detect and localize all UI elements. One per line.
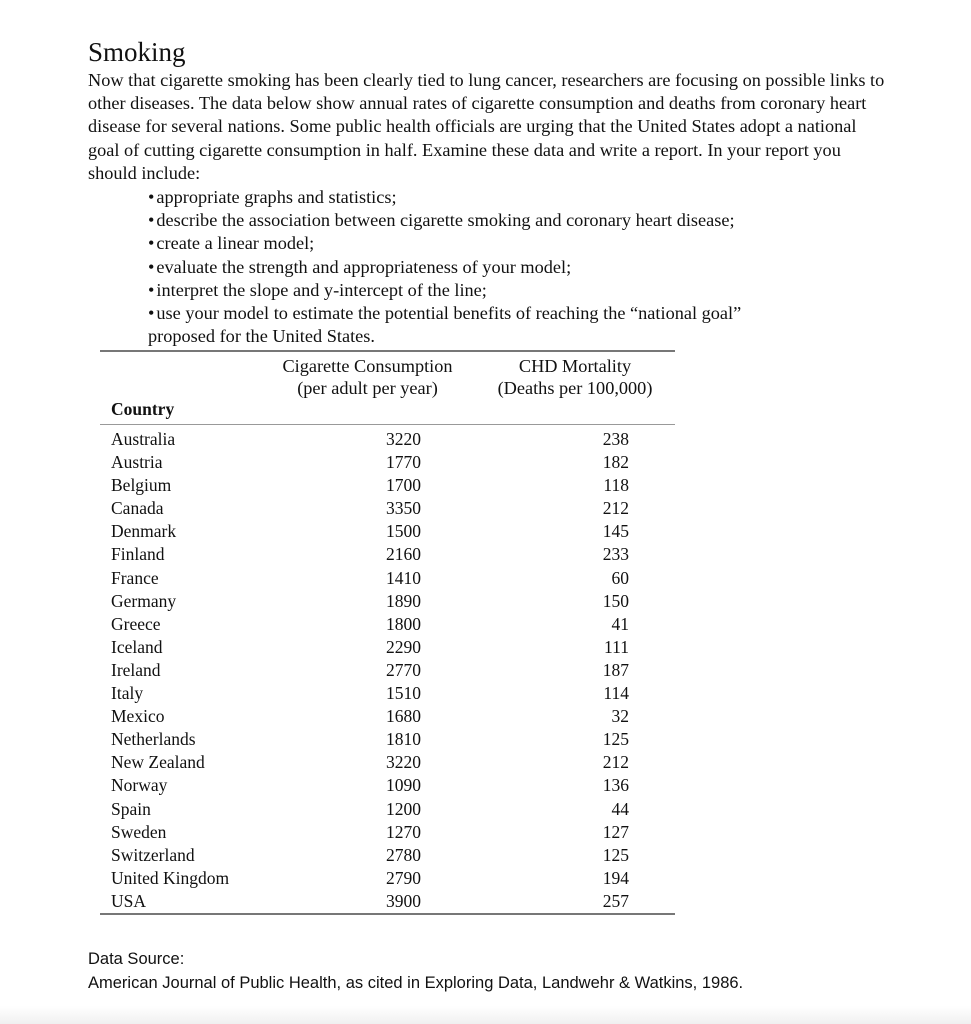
bullet: • <box>148 256 155 277</box>
spacer-cell <box>421 774 589 797</box>
cigarette-consumption-cell: 2780 <box>386 844 421 865</box>
country-cell: Italy <box>111 683 144 704</box>
source-label: Data Source: <box>88 950 185 968</box>
country-cell: United Kingdom <box>111 867 230 888</box>
table-row <box>100 520 629 543</box>
country-cell: Canada <box>111 498 164 519</box>
spacer-cell <box>421 613 589 636</box>
spacer-cell <box>421 428 589 451</box>
cigarette-consumption-cell: 1510 <box>386 683 421 704</box>
spacer-cell <box>421 590 589 613</box>
chd-mortality-cell: 125 <box>602 729 629 750</box>
requirement-item <box>148 302 741 325</box>
spacer-cell <box>421 705 589 728</box>
chd-mortality-cell: 182 <box>602 452 629 473</box>
cigarette-consumption-cell: 1410 <box>386 567 421 588</box>
country-cell: Ireland <box>111 659 161 680</box>
requirement-text: evaluate the strength and appropriateness of your model; <box>156 256 572 277</box>
spacer-cell <box>421 890 589 913</box>
data-table <box>100 428 629 913</box>
table-row <box>100 497 629 520</box>
spacer-cell <box>421 682 589 705</box>
table-row <box>100 821 629 844</box>
cigarette-consumption-cell: 2290 <box>386 636 421 657</box>
table-row <box>100 590 629 613</box>
source-text: American Journal of Public Health, as cited in Exploring Data, Landwehr & Watkins, 1986. <box>88 974 744 992</box>
table-row <box>100 659 629 682</box>
spacer-cell <box>421 543 589 566</box>
cigarette-consumption-cell: 1500 <box>386 521 421 542</box>
cigarette-consumption-cell: 1770 <box>386 452 421 473</box>
spacer-cell <box>421 659 589 682</box>
spacer-cell <box>421 451 589 474</box>
chd-mortality-cell: 187 <box>602 659 629 680</box>
requirement-item <box>148 279 741 302</box>
table-row <box>100 705 629 728</box>
table-row <box>100 844 629 867</box>
header-line: (Deaths per 100,000) <box>497 378 653 398</box>
requirement-text: create a linear model; <box>156 233 315 254</box>
country-cell: Greece <box>111 613 161 634</box>
chd-mortality-cell: 233 <box>602 544 629 565</box>
requirement-text: use your model to estimate the potential benefits of reaching the “national goal” <box>156 303 742 324</box>
bullet: • <box>148 279 155 300</box>
requirement-item <box>148 256 741 279</box>
cigarette-consumption-cell: 1700 <box>386 475 421 496</box>
cigarette-consumption-cell: 1090 <box>386 775 421 796</box>
country-cell: Sweden <box>111 821 167 842</box>
cigarette-consumption-cell: 1890 <box>386 590 421 611</box>
country-cell: Norway <box>111 775 168 796</box>
chd-mortality-cell: 238 <box>602 429 629 449</box>
cigarette-consumption-cell: 1800 <box>386 613 421 634</box>
country-cell: Denmark <box>111 521 177 542</box>
bullet: • <box>148 233 155 254</box>
page-bottom-edge <box>0 1006 971 1024</box>
chd-mortality-cell: 212 <box>602 752 629 773</box>
cigarette-consumption-cell: 1810 <box>386 729 421 750</box>
table-body <box>100 428 629 913</box>
chd-mortality-cell: 212 <box>602 498 629 519</box>
page-title: Smoking <box>88 37 186 67</box>
spacer-cell <box>421 798 589 821</box>
table-bottom-rule <box>100 913 675 915</box>
spacer-cell <box>421 636 589 659</box>
table-header-rule <box>100 424 675 425</box>
country-cell: Austria <box>111 452 163 473</box>
cigarette-consumption-cell: 1680 <box>386 706 421 727</box>
cigarette-consumption-cell: 2790 <box>386 867 421 888</box>
cigarette-column-header <box>265 355 470 399</box>
header-line: (per adult per year) <box>297 378 438 398</box>
table-row <box>100 867 629 890</box>
cigarette-consumption-cell: 2770 <box>386 659 421 680</box>
table-row <box>100 636 629 659</box>
cigarette-consumption-cell: 3900 <box>386 890 421 911</box>
table-row <box>100 774 629 797</box>
chd-mortality-cell: 150 <box>602 590 629 611</box>
table-top-rule <box>100 350 675 352</box>
table-row <box>100 474 629 497</box>
requirement-item <box>148 186 741 209</box>
spacer-cell <box>421 867 589 890</box>
chd-mortality-cell: 136 <box>602 775 629 796</box>
cigarette-consumption-cell: 2160 <box>386 544 421 565</box>
country-cell: France <box>111 567 159 588</box>
table-row <box>100 428 629 451</box>
requirement-text: appropriate graphs and statistics; <box>156 187 397 207</box>
country-cell: Switzerland <box>111 844 195 865</box>
chd-mortality-cell: 111 <box>604 636 629 657</box>
chd-mortality-cell: 32 <box>611 706 629 727</box>
country-cell: Germany <box>111 590 177 611</box>
spacer-cell <box>421 821 589 844</box>
cigarette-consumption-cell: 1270 <box>386 821 421 842</box>
header-line: Cigarette Consumption <box>282 356 453 376</box>
table-row <box>100 798 629 821</box>
cigarette-consumption-cell: 1200 <box>386 798 421 819</box>
chd-mortality-cell: 41 <box>611 613 629 634</box>
requirement-continuation: proposed for the United States. <box>148 326 375 347</box>
table-row <box>100 751 629 774</box>
spacer-cell <box>421 751 589 774</box>
intro-paragraph: Now that cigarette smoking has been clearly tied to lung cancer, researchers are focusing on possible links to other diseases. The data below show annual rates of cigarette consumption and deaths from coronary heart disease for several nations. Some public health officials are urging that the United States adopt a national goal of cutting cigarette consumption in half. Examine these data and write a report. In your report you should include: <box>88 70 885 183</box>
chd-mortality-cell: 114 <box>603 683 629 704</box>
bullet: • <box>148 303 155 324</box>
header-line: CHD Mortality <box>518 356 632 376</box>
chd-mortality-cell: 60 <box>611 567 629 588</box>
spacer-cell <box>421 728 589 751</box>
chd-column-header <box>485 355 665 399</box>
table-row <box>100 451 629 474</box>
table-row <box>100 682 629 705</box>
table-row <box>100 728 629 751</box>
country-cell: Iceland <box>111 636 163 657</box>
table-row <box>100 890 629 913</box>
country-cell: Finland <box>111 544 165 565</box>
cigarette-consumption-cell: 3350 <box>386 498 421 519</box>
chd-mortality-cell: 118 <box>603 475 629 496</box>
requirement-item <box>148 209 741 232</box>
country-cell: Australia <box>111 429 176 449</box>
table-row <box>100 613 629 636</box>
chd-mortality-cell: 125 <box>602 844 629 865</box>
spacer-cell <box>421 497 589 520</box>
data-source <box>88 947 743 995</box>
chd-mortality-cell: 194 <box>602 867 629 888</box>
requirements-list <box>148 186 741 348</box>
requirement-text: interpret the slope and y-intercept of the line; <box>156 279 487 300</box>
chd-mortality-cell: 145 <box>602 521 629 542</box>
table-row <box>100 543 629 566</box>
bullet: • <box>148 210 155 231</box>
spacer-cell <box>421 474 589 497</box>
requirement-text: describe the association between cigarette smoking and coronary heart disease; <box>156 210 735 231</box>
chd-mortality-cell: 44 <box>611 798 629 819</box>
requirement-item <box>148 232 741 255</box>
cigarette-consumption-cell: 3220 <box>386 429 421 449</box>
chd-mortality-cell: 127 <box>602 821 629 842</box>
country-cell: New Zealand <box>111 752 205 773</box>
table-row <box>100 567 629 590</box>
chd-mortality-cell: 257 <box>602 890 629 911</box>
country-cell: Belgium <box>111 475 172 496</box>
country-cell: Spain <box>111 798 151 819</box>
country-cell: Mexico <box>111 706 165 727</box>
country-cell: Netherlands <box>111 729 196 750</box>
country-cell: USA <box>111 890 147 911</box>
cigarette-consumption-cell: 3220 <box>386 752 421 773</box>
spacer-cell <box>421 844 589 867</box>
spacer-cell <box>421 520 589 543</box>
bullet: • <box>148 187 155 207</box>
country-column-header: Country <box>111 399 175 419</box>
spacer-cell <box>421 567 589 590</box>
